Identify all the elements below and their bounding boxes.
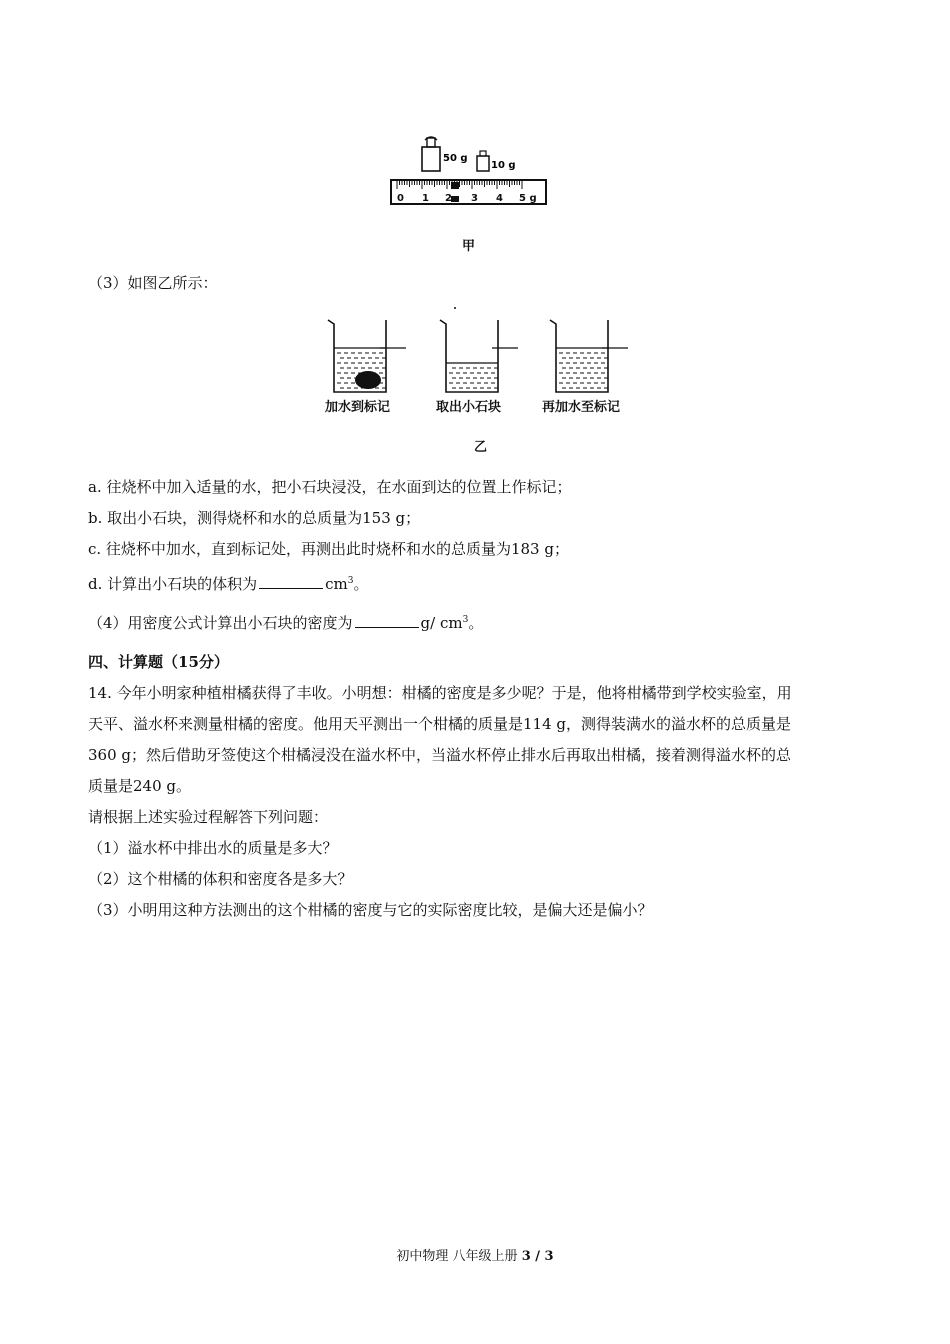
step-d-end: 。 [353,575,369,593]
figure-yi-beakers [320,300,640,400]
q4-end: 。 [468,614,484,632]
figure-jia-caption: 甲 [462,239,476,254]
scale-tick-0: 0 [397,193,404,204]
weight-50g [422,147,440,171]
q3-intro: （3）如图乙所示： [88,274,218,292]
stone [355,371,381,389]
beaker-label-3: 再加水至标记 [542,400,621,415]
beaker-label-1: 加水到标记 [325,400,391,415]
step-d-sup: 3 [347,576,354,586]
q4-sup: 3 [462,615,469,625]
weight-50g-label: 50 g [443,153,468,164]
q14-line3: 360 g；然后借助牙签使这个柑橘浸没在溢水杯中，当溢水杯停止排水后再取出柑橘，接着测得溢水杯的总 [88,746,792,764]
q4-unit: g/ cm [420,614,463,632]
q14-line2: 天平、溢水杯来测量柑橘的密度。他用天平测出一个柑橘的质量是114 g，测得装满水的溢水杯的总质量是 [88,715,792,733]
step-b: b. 取出小石块，测得烧杯和水的总质量为153 g； [88,509,421,527]
beaker-refill [550,320,628,392]
q4-text: （4）用密度公式计算出小石块的密度为 [88,614,353,632]
scale-tick-2: 2 [445,193,452,204]
step-a: a. 往烧杯中加入适量的水，把小石块浸没，在水面到达的位置上作标记； [88,478,572,496]
step-c: c. 往烧杯中加水，直到标记处，再测出此时烧杯和水的总质量为183 g； [88,540,569,558]
scale-tick-4: 4 [496,193,503,204]
q4-blank[interactable] [355,613,419,628]
q14-prompt: 请根据上述实验过程解答下列问题： [88,808,329,826]
figure-jia-scale [385,130,555,210]
page-number: 3 / 3 [521,1249,554,1264]
q14-sub1: （1）溢水杯中排出水的质量是多大？ [88,839,338,857]
weight-10g [477,156,489,171]
scale-tick-3: 3 [471,193,478,204]
q14-sub2: （2）这个柑橘的体积和密度各是多大？ [88,870,353,888]
scale-rider [451,182,459,189]
q14-line1: 14. 今年小明家种植柑橘获得了丰收。小明想：柑橘的密度是多少呢？于是，他将柑橘带到学校实验室，用 [88,684,792,702]
scale-tick-1: 1 [422,193,429,204]
step-d-unit: cm [325,575,348,593]
page-footer [0,1245,950,1264]
beaker-remove-stone [440,320,518,392]
beaker-add-water [328,320,406,392]
scale-tick-5: 5 g [519,193,537,204]
q14-sub3: （3）小明用这种方法测出的这个柑橘的密度与它的实际密度比较，是偏大还是偏小？ [88,901,653,919]
weight-10g-label: 10 g [491,160,516,171]
footer-text: 初中物理 八年级上册 [396,1249,522,1264]
step-d [88,571,369,594]
figure-yi-caption: 乙 [474,440,488,455]
q4 [88,610,483,633]
q14-line4: 质量是240 g。 [88,777,192,795]
beaker-label-2: 取出小石块 [436,400,502,415]
step-d-blank[interactable] [259,574,323,589]
section4-title: 四、计算题（15分） [88,653,229,671]
step-d-text: d. 计算出小石块的体积为 [88,575,258,593]
